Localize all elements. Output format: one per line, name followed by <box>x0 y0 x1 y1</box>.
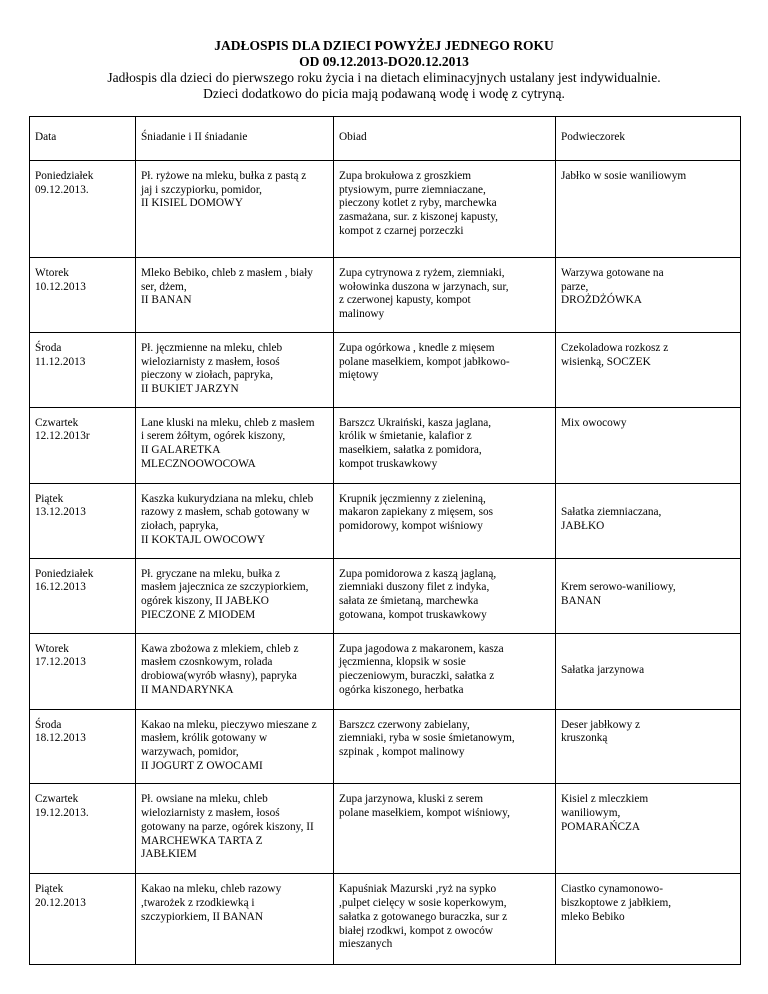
cell-snack <box>556 784 741 874</box>
table-row <box>30 161 741 258</box>
cell-line: drobiowa(wyrób własny), papryka <box>141 670 297 683</box>
cell-line: II BANAN <box>141 294 192 307</box>
cell-date <box>30 483 136 558</box>
cell-snack <box>556 558 741 633</box>
column-header-snack: Podwieczorek <box>556 117 741 161</box>
cell-line: Krem serowo-waniliowy, <box>561 581 676 594</box>
cell-line: Zupa cytrynowa z ryżem, ziemniaki, <box>339 267 505 279</box>
cell-line: jaj i szczypiorku, pomidor, <box>141 183 262 196</box>
cell-line: 12.12.2013r <box>35 430 90 443</box>
cell-line: II KISIEL DOMOWY <box>141 197 243 210</box>
cell-snack <box>556 874 741 965</box>
cell-line: Poniedziałek <box>35 567 94 580</box>
table-row <box>30 874 741 965</box>
cell-line: Ciastko cynamonowo- <box>561 883 663 896</box>
cell-line: POMARAŃCZA <box>561 820 641 833</box>
cell-line: ,twarożek z rzodkiewką i <box>141 897 255 910</box>
cell-date <box>30 258 136 333</box>
cell-line: II GALARETKA <box>141 444 221 457</box>
note-line-2: Dzieci dodatkowo do picia mają podawaną wodę i wodę z cytryną. <box>203 86 565 101</box>
cell-line: ogórka kiszonego, herbatka <box>339 683 464 696</box>
cell-date <box>30 874 136 965</box>
cell-line: sałata ze śmietaną, marchewka <box>339 595 479 608</box>
cell-breakfast <box>136 332 334 407</box>
cell-line: Zupa jagodowa z makaronem, kasza <box>339 642 504 655</box>
note-line-1: Jadłospis dla dzieci do pierwszego roku życia i na dietach eliminacyjnych ustalany jest indywidualnie. <box>107 70 661 85</box>
document-header <box>0 38 768 102</box>
cell-line: kruszonką <box>561 732 608 745</box>
cell-line: masłem, królik gotowany w <box>141 732 268 745</box>
cell-line: 10.12.2013 <box>35 280 86 293</box>
cell-snack <box>556 709 741 784</box>
cell-line: Mleko Bebiko, chleb z masłem , biały <box>141 267 313 279</box>
cell-line: Pł. gryczane na mleku, bułka z <box>141 567 280 580</box>
cell-line: mleko Bebiko <box>561 910 625 923</box>
cell-line: biszkoptowe z jabłkiem, <box>561 897 672 910</box>
cell-breakfast <box>136 407 334 483</box>
cell-line: miętowy <box>339 369 379 382</box>
cell-line: ziołach, papryka, <box>141 520 219 533</box>
table-row <box>30 258 741 333</box>
cell-line: i serem żółtym, ogórek kiszony, <box>141 430 286 443</box>
cell-line: Kawa zbożowa z mlekiem, chleb z <box>141 642 299 655</box>
cell-line: Sałatka ziemniaczana, <box>561 506 662 519</box>
cell-date <box>30 407 136 483</box>
cell-dinner <box>334 558 556 633</box>
cell-line: Mix owocowy <box>561 416 627 429</box>
cell-line: Zupa ogórkowa , knedle z mięsem <box>339 341 495 354</box>
cell-dinner <box>334 874 556 965</box>
cell-line: pieczeniowym, buraczki, sałatka z <box>339 670 495 683</box>
cell-line: mieszanych <box>339 938 393 951</box>
cell-line: II KOKTAJL OWOCOWY <box>141 533 266 546</box>
cell-snack <box>556 258 741 333</box>
cell-date <box>30 161 136 258</box>
cell-line: warzywach, pomidor, <box>141 746 239 759</box>
cell-line: Środa <box>35 341 62 354</box>
cell-line: BANAN <box>561 595 602 608</box>
cell-line: pieczony w ziołach, papryka, <box>141 369 274 382</box>
cell-line: Czekoladowa rozkosz z <box>561 341 669 354</box>
cell-line: masełkiem, sałatka z pomidora, <box>339 444 482 457</box>
cell-line: 19.12.2013. <box>35 807 89 820</box>
cell-line: Zupa pomidorowa z kaszą jaglaną, <box>339 567 497 580</box>
cell-line: wisienką, SOCZEK <box>561 355 651 368</box>
cell-line: malinowy <box>339 308 385 321</box>
cell-date <box>30 558 136 633</box>
cell-dinner <box>334 332 556 407</box>
cell-line: z czerwonej kapusty, kompot <box>339 294 471 307</box>
cell-line: Czwartek <box>35 416 79 429</box>
cell-line: Barszcz Ukraiński, kasza jaglana, <box>339 416 492 429</box>
table-row <box>30 332 741 407</box>
cell-line: wieloziarnisty z masłem, łosoś <box>141 807 280 820</box>
cell-line: 16.12.2013 <box>35 581 86 594</box>
cell-line: Wtorek <box>35 642 69 655</box>
cell-line: Zupa jarzynowa, kluski z serem <box>339 793 483 806</box>
cell-line: szpinak , kompot malinowy <box>339 746 465 759</box>
cell-line: 13.12.2013 <box>35 506 86 519</box>
cell-line: 17.12.2013 <box>35 656 86 669</box>
menu-table <box>29 116 741 965</box>
cell-line: masłem czosnkowym, rolada <box>141 656 273 669</box>
cell-line: Sałatka jarzynowa <box>561 663 645 676</box>
cell-line: Warzywa gotowane na <box>561 267 664 279</box>
cell-line: ,pulpet cielęcy w sosie koperkowym, <box>339 897 507 910</box>
cell-line: Poniedziałek <box>35 170 94 182</box>
cell-line: 09.12.2013. <box>35 183 89 196</box>
cell-line: jęczmienna, klopsik w sosie <box>339 656 466 669</box>
cell-line: pieczony kotlet z ryby, marchewka <box>339 197 497 210</box>
cell-line: polane masełkiem, kompot wiśniowy, <box>339 807 510 820</box>
table-row <box>30 784 741 874</box>
table-row <box>30 483 741 558</box>
cell-breakfast <box>136 258 334 333</box>
cell-line: Pł. ryżowe na mleku, bułka z pastą z <box>141 170 307 182</box>
cell-line: ptysiowym, purre ziemniaczane, <box>339 183 486 196</box>
cell-line: polane masełkiem, kompot jabłkowo- <box>339 355 510 368</box>
cell-date <box>30 633 136 709</box>
cell-line: Kaszka kukurydziana na mleku, chleb <box>141 492 314 505</box>
cell-line: Środa <box>35 718 62 731</box>
cell-snack <box>556 483 741 558</box>
cell-line: Czwartek <box>35 793 79 806</box>
cell-line: Piątek <box>35 492 64 505</box>
cell-line: parze, <box>561 280 589 293</box>
column-header-breakfast: Śniadanie i II śniadanie <box>136 117 334 161</box>
cell-line: kompot truskawkowy <box>339 457 438 470</box>
table-row <box>30 709 741 784</box>
column-header-date: Data <box>30 117 136 161</box>
cell-line: ser, dżem, <box>141 280 187 293</box>
title-line-2: OD 09.12.2013-DO20.12.2013 <box>299 54 469 69</box>
cell-line: makaron zapiekany z mięsem, sos <box>339 506 494 519</box>
cell-line: DROŻDŻÓWKA <box>561 294 642 307</box>
cell-line: Zupa brokułowa z groszkiem <box>339 170 472 182</box>
cell-line: Piątek <box>35 883 64 896</box>
cell-line: Pł. jęczmienne na mleku, chleb <box>141 341 283 354</box>
cell-line: wieloziarnisty z masłem, łosoś <box>141 355 280 368</box>
cell-breakfast <box>136 709 334 784</box>
cell-dinner <box>334 407 556 483</box>
cell-breakfast <box>136 633 334 709</box>
cell-dinner <box>334 161 556 258</box>
cell-line: wołowinka duszona w jarzynach, sur, <box>339 280 509 293</box>
cell-line: 11.12.2013 <box>35 355 86 368</box>
cell-snack <box>556 407 741 483</box>
cell-line: Wtorek <box>35 267 69 279</box>
cell-line: Kisiel z mleczkiem <box>561 793 649 806</box>
cell-line: 20.12.2013 <box>35 897 86 910</box>
cell-breakfast <box>136 874 334 965</box>
cell-line: sałatka z gotowanego buraczka, sur z <box>339 910 508 923</box>
cell-line: masłem jajecznica ze szczypiorkiem, <box>141 581 309 594</box>
cell-line: królik w śmietanie, kalafior z <box>339 430 472 443</box>
column-header-dinner: Obiad <box>334 117 556 161</box>
cell-line: Pł. owsiane na mleku, chleb <box>141 793 268 806</box>
cell-line: II JOGURT Z OWOCAMI <box>141 759 263 772</box>
cell-line: Krupnik jęczmienny z zieleniną, <box>339 492 486 505</box>
cell-line: waniliowym, <box>561 807 621 820</box>
cell-date <box>30 709 136 784</box>
cell-line: Kapuśniak Mazurski ,ryż na sypko <box>339 883 497 896</box>
cell-line: PIECZONE Z MIODEM <box>141 608 256 621</box>
cell-line: JABŁKO <box>561 520 605 533</box>
cell-line: gotowany na parze, ogórek kiszony, II <box>141 820 314 833</box>
cell-line: MLECZNOOWOCOWA <box>141 457 256 470</box>
cell-line: Kakao na mleku, chleb razowy <box>141 883 282 896</box>
cell-snack <box>556 633 741 709</box>
table-row <box>30 407 741 483</box>
cell-date <box>30 784 136 874</box>
cell-breakfast <box>136 558 334 633</box>
cell-line: Barszcz czerwony zabielany, <box>339 718 470 731</box>
table-row <box>30 558 741 633</box>
cell-line: Kakao na mleku, pieczywo mieszane z <box>141 718 317 731</box>
cell-line: Lane kluski na mleku, chleb z masłem <box>141 416 315 429</box>
cell-dinner <box>334 483 556 558</box>
cell-snack <box>556 332 741 407</box>
cell-line: Deser jabłkowy z <box>561 718 641 731</box>
cell-line: gotowana, kompot truskawkowy <box>339 608 487 621</box>
cell-line: ogórek kiszony, II JABŁKO <box>141 595 269 608</box>
cell-line: szczypiorkiem, II BANAN <box>141 910 264 923</box>
table-header-row <box>30 117 741 161</box>
table-row <box>30 633 741 709</box>
cell-line: ziemniaki duszony filet z indyka, <box>339 581 490 594</box>
cell-line: zasmażana, sur. z kiszonej kapusty, <box>339 211 498 224</box>
cell-line: białej rzodkwi, kompot z owoców <box>339 924 494 937</box>
cell-line: razowy z masłem, schab gotowany w <box>141 506 310 519</box>
cell-breakfast <box>136 161 334 258</box>
cell-dinner <box>334 709 556 784</box>
cell-breakfast <box>136 483 334 558</box>
cell-snack <box>556 161 741 258</box>
cell-line: 18.12.2013 <box>35 732 86 745</box>
cell-line: pomidorowy, kompot wiśniowy <box>339 520 483 533</box>
cell-line: kompot z czarnej porzeczki <box>339 224 464 237</box>
cell-line: ziemniaki, ryba w sosie śmietanowym, <box>339 732 515 745</box>
cell-line: MARCHEWKA TARTA Z <box>141 834 263 847</box>
cell-dinner <box>334 784 556 874</box>
cell-line: Jabłko w sosie waniliowym <box>561 170 687 182</box>
cell-date <box>30 332 136 407</box>
cell-line: JABŁKIEM <box>141 848 197 861</box>
cell-breakfast <box>136 784 334 874</box>
cell-dinner <box>334 633 556 709</box>
title-line-1: JADŁOSPIS DLA DZIECI POWYŻEJ JEDNEGO ROKU <box>214 38 554 53</box>
cell-dinner <box>334 258 556 333</box>
cell-line: II MANDARYNKA <box>141 683 234 696</box>
cell-line: II BUKIET JARZYN <box>141 382 239 395</box>
